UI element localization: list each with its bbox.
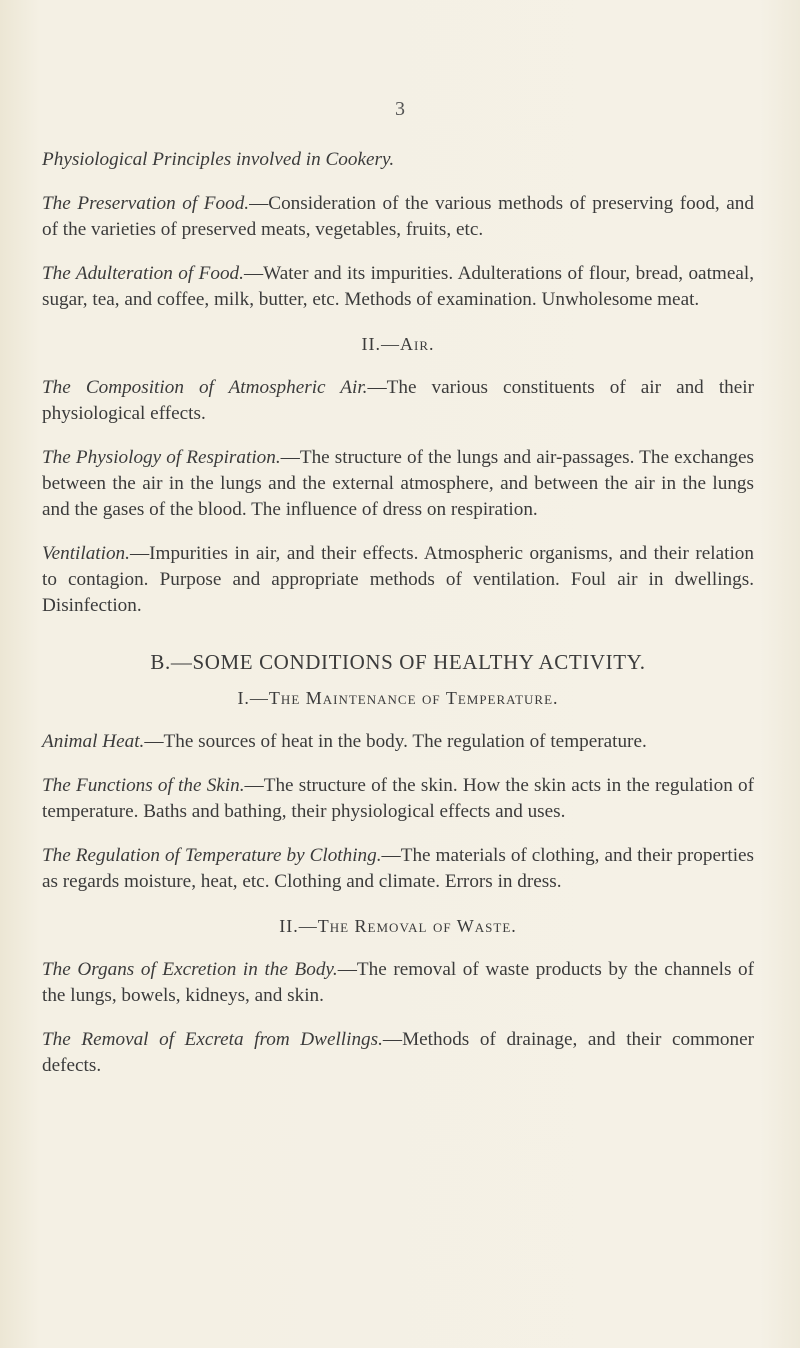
heading-air: II.—Air. xyxy=(361,334,435,354)
paragraph-preservation-of-food xyxy=(42,191,754,243)
paragraph-ventilation xyxy=(42,541,754,619)
paragraph-lead: The Preservation of Food. xyxy=(42,193,250,214)
paragraph-regulation-by-clothing xyxy=(42,843,754,895)
paragraph-body: —The various constituents of air and their physiological effects. xyxy=(42,377,754,424)
heading-part-b: B.—SOME CONDITIONS OF HEALTHY ACTIVITY. xyxy=(150,650,646,674)
paragraph-body: —Impurities in air, and their effects. Atmospheric organisms, and their relation to contagion. Purpose and appropriate methods of ventilation. Foul air in dwellings. Disinfection. xyxy=(42,543,754,616)
paragraph-lead: The Organs of Excretion in the Body. xyxy=(42,959,338,980)
paragraph-lead: The Removal of Excreta from Dwellings. xyxy=(42,1029,383,1050)
heading-removal-of-waste: II.—The Removal of Waste. xyxy=(279,916,517,936)
paragraph-body: —The materials of clothing, and their properties as regards moisture, heat, etc. Clothing and climate. Errors in dress. xyxy=(42,845,755,892)
paragraph-lead: Ventilation. xyxy=(42,543,130,564)
paragraph-removal-of-excreta xyxy=(42,1027,754,1079)
paragraph-body: —The removal of waste products by the channels of the lungs, bowels, kidneys, and skin. xyxy=(42,959,755,1006)
paragraph-body: —Water and its impurities. Adulterations of flour, bread, oatmeal, sugar, tea, and coffee, milk, butter, etc. Methods of examination. Unwholesome meat. xyxy=(42,263,754,310)
paragraph-body: —The structure of the skin. How the skin acts in the regulation of temperature. Baths and bathing, their physiological effects and uses. xyxy=(42,775,754,822)
paragraph-lead: The Physiology of Respiration. xyxy=(42,447,281,468)
paragraph-body: —The structure of the lungs and air-passages. The exchanges between the air in the lungs and the external atmosphere, and between the air in the lungs and the gases of the blood. The influence of dress on respiration. xyxy=(42,447,754,520)
page-number: 3 xyxy=(395,98,405,120)
paragraph-functions-of-skin xyxy=(42,773,754,825)
paragraph-body: —Consideration of the various methods of preserving food, and of the varieties of preserved meats, vegetables, fruits, etc. xyxy=(42,193,754,240)
paragraph-lead: Animal Heat. xyxy=(42,731,145,752)
paragraph-body: —The sources of heat in the body. The regulation of temperature. xyxy=(144,731,647,752)
paragraph-physiology-of-respiration xyxy=(42,445,754,523)
paragraph-body: —Methods of drainage, and their commoner defects. xyxy=(42,1029,754,1076)
paragraph-adulteration-of-food xyxy=(42,261,754,313)
paragraph-composition-of-air xyxy=(42,375,754,427)
paragraph-lead: The Functions of the Skin. xyxy=(42,775,245,796)
paragraph-lead: The Regulation of Temperature by Clothing. xyxy=(42,845,382,866)
paragraph-lead: The Adulteration of Food. xyxy=(42,263,244,284)
page-content xyxy=(42,147,754,1097)
paragraph-lead: The Composition of Atmospheric Air. xyxy=(42,377,368,398)
heading-maintenance-of-temperature: I.—The Maintenance of Temperature. xyxy=(237,688,559,708)
paragraph-organs-of-excretion xyxy=(42,957,754,1009)
section-title: Physiological Principles involved in Cookery. xyxy=(42,149,395,170)
paragraph-animal-heat xyxy=(42,729,754,755)
